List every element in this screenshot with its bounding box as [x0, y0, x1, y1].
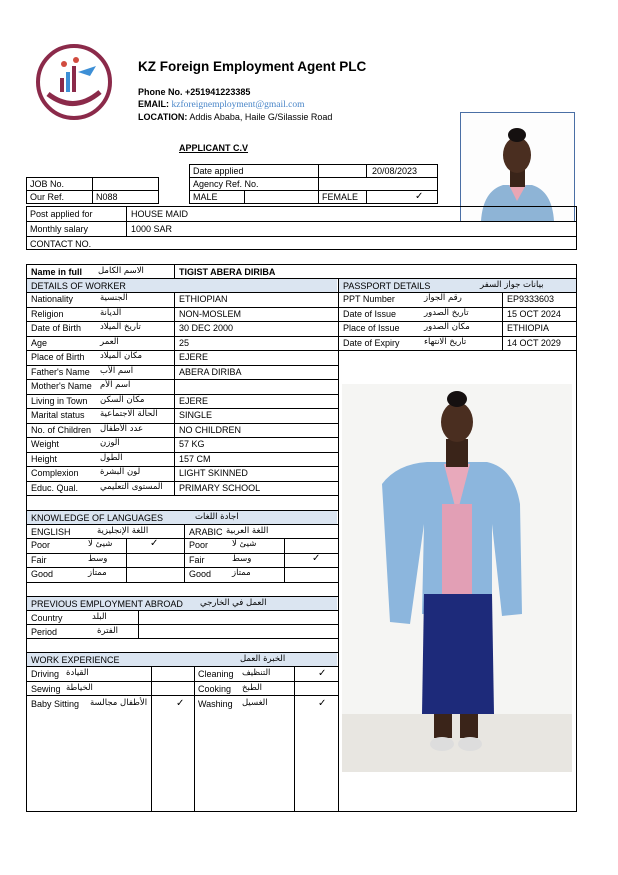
detail-label-ar: العمر [100, 336, 119, 347]
english-level-ar: شيئ لا [88, 539, 113, 549]
row-divider [26, 481, 338, 482]
arabic-level-ar: ممتاز [232, 568, 251, 578]
detail-label-ar: عدد الأطفال [100, 423, 144, 434]
arabic-level-label: Poor [189, 540, 209, 550]
detail-label-ar: اسم الأم [100, 380, 131, 390]
passport-value[interactable]: 15 OCT 2024 [507, 308, 561, 319]
post-table [26, 206, 577, 250]
detail-label-ar: مكان الميلاد [100, 351, 143, 361]
passport-header-ar: بيانات جواز السفر [480, 280, 544, 290]
female-checkmark[interactable]: ✓ [415, 191, 424, 202]
company-logo [34, 42, 114, 122]
detail-label: Living in Town [31, 395, 88, 406]
row-divider [26, 582, 338, 583]
passport-header: PASSPORT DETAILS [343, 281, 431, 291]
row-divider [26, 437, 338, 438]
arabic-level-check[interactable]: ✓ [312, 552, 321, 564]
full-length-photo [342, 384, 572, 772]
passport-label: Date of Expiry [343, 337, 400, 348]
passport-label-ar: رقم الجواز [424, 293, 462, 303]
company-name: KZ Foreign Employment Agent PLC [138, 59, 367, 74]
english-level-check[interactable]: ✓ [150, 538, 159, 549]
experience-skill-ar: الخياطة [66, 683, 93, 693]
detail-value[interactable]: 57 KG [179, 439, 205, 449]
company-location [138, 112, 332, 122]
detail-value[interactable]: ETHIOPIAN [179, 294, 228, 304]
detail-label: Complexion [31, 468, 79, 478]
experience-skill-label: Cleaning [198, 669, 234, 679]
detail-label: Religion [31, 308, 64, 319]
detail-value[interactable]: LIGHT SKINNED [179, 468, 248, 478]
arabic-label-ar: اللغة العربية [226, 526, 269, 536]
experience-skill-ar: الطبخ [242, 683, 262, 693]
detail-value[interactable]: 25 [179, 337, 190, 348]
english-level-label: Fair [31, 554, 47, 565]
experience-skill-label: Sewing [31, 684, 61, 694]
arabic-level-ar: شيئ لا [232, 539, 257, 549]
female-label: FEMALE [322, 192, 359, 202]
company-email [138, 99, 305, 110]
passport-label: Date of Issue [343, 308, 397, 319]
country-label-ar: البلد [92, 612, 107, 622]
agency-ref-label: Agency Ref. No. [193, 179, 259, 189]
experience-skill-check[interactable]: ✓ [176, 698, 185, 709]
experience-skill-ar: الأطفال مجالسة [90, 698, 148, 708]
job-no-label: JOB No. [30, 179, 65, 189]
detail-label: Age [31, 337, 48, 348]
name-value[interactable]: TIGIST ABERA DIRIBA [179, 267, 276, 277]
person-full-body-icon [342, 384, 572, 772]
english-label-ar: اللغة الإنجليزية [97, 526, 149, 536]
phone-label: Phone No. [138, 87, 183, 97]
post-value[interactable]: HOUSE MAID [131, 209, 189, 219]
detail-label: Weight [31, 439, 59, 449]
experience-skill-label: Driving [31, 669, 60, 679]
experience-skill-label: Cooking [198, 684, 232, 694]
contact-label: CONTACT NO. [30, 239, 92, 249]
passport-value[interactable]: ETHIOPIA [507, 323, 550, 333]
detail-label-ar: الجنسية [100, 293, 128, 303]
phone-number: +251941223385 [185, 87, 251, 97]
male-label: MALE [193, 192, 218, 202]
detail-value[interactable]: 30 DEC 2000 [179, 323, 234, 333]
experience-skill-label: Baby Sitting [31, 699, 80, 709]
detail-label-ar: مكان السكن [100, 394, 145, 405]
detail-value[interactable]: NON-MOSLEM [179, 308, 242, 319]
arabic-level-ar: وسط [232, 553, 252, 564]
our-ref-label: Our Ref. [30, 192, 65, 202]
location-value: Addis Ababa, Haile G/Silassie Road [189, 112, 333, 122]
detail-label: Educ. Qual. [31, 482, 79, 493]
row-divider [26, 336, 338, 337]
detail-label-ar: تاريخ الميلاد [100, 322, 141, 332]
detail-label: Height [31, 453, 58, 464]
passport-label-ar: تاريخ الانتهاء [424, 336, 467, 347]
detail-value[interactable]: PRIMARY SCHOOL [179, 482, 261, 493]
detail-label: Date of Birth [31, 323, 82, 333]
country-label: Country [31, 613, 63, 623]
arabic-label: ARABIC [189, 527, 223, 537]
gender-row [189, 190, 438, 204]
english-level-label: Poor [31, 540, 51, 550]
previous-header-ar: العمل في الخارجي [200, 598, 267, 608]
row-divider [26, 495, 338, 496]
detail-label: Marital status [31, 410, 85, 420]
detail-value[interactable]: SINGLE [179, 410, 213, 420]
row-divider [26, 321, 338, 322]
detail-label: Place of Birth [31, 352, 85, 362]
row-divider [26, 350, 338, 351]
detail-value[interactable]: ABERA DIRIBA [179, 366, 242, 377]
person-portrait-icon [461, 113, 574, 221]
row-divider [26, 394, 338, 395]
salary-label: Monthly salary [30, 224, 89, 234]
experience-skill-check[interactable]: ✓ [318, 698, 327, 709]
period-label: Period [31, 627, 58, 637]
date-applied-value[interactable]: 20/08/2023 [372, 166, 418, 176]
details-header: DETAILS OF WORKER [31, 281, 126, 291]
detail-value[interactable]: NO CHILDREN [179, 424, 242, 435]
row-divider [26, 567, 338, 568]
english-level-ar: ممتاز [88, 568, 107, 578]
detail-label: Father's Name [31, 366, 90, 377]
detail-label-ar: اسم الأب [100, 365, 134, 376]
salary-value[interactable]: 1000 SAR [131, 224, 173, 234]
arabic-level-label: Good [189, 569, 212, 579]
detail-label-ar: الوزن [100, 438, 120, 448]
detail-value[interactable]: EJERE [179, 395, 209, 406]
passport-value[interactable]: 14 OCT 2029 [507, 337, 561, 348]
row-divider [26, 379, 338, 380]
row-divider [26, 365, 338, 366]
detail-label-ar: الحالة الاجتماعية [100, 409, 158, 419]
passport-label: Place of Issue [343, 323, 400, 333]
detail-label-ar: الديانة [100, 307, 122, 318]
cv-title: APPLICANT C.V [179, 143, 249, 153]
experience-header: WORK EXPERIENCE [31, 655, 120, 665]
row-divider [26, 307, 338, 308]
english-level-label: Good [31, 569, 54, 579]
english-level-ar: وسط [88, 553, 108, 564]
name-label: Name in full [31, 267, 83, 277]
english-label: ENGLISH [31, 527, 71, 537]
passport-label: PPT Number [343, 294, 395, 304]
detail-label: No. of Children [31, 424, 92, 435]
passport-label-ar: مكان الصدور [424, 322, 470, 332]
email-link[interactable]: kzforeignemployment@gmail.com [171, 100, 305, 110]
passport-value[interactable]: EP9333603 [507, 294, 555, 304]
detail-label: Nationality [31, 294, 74, 304]
passport-label-ar: تاريخ الصدور [424, 307, 469, 318]
detail-value[interactable]: EJERE [179, 352, 209, 362]
experience-skill-ar: الغسيل [242, 698, 268, 708]
arabic-level-label: Fair [189, 554, 205, 565]
previous-header: PREVIOUS EMPLOYMENT ABROAD [31, 599, 183, 609]
experience-skill-label: Washing [198, 699, 233, 709]
languages-header: KNOWLEDGE OF LANGUAGES [31, 513, 164, 523]
experience-skill-ar: التنظيف [242, 668, 271, 678]
row-divider [26, 466, 338, 467]
languages-header-ar: اجادة اللغات [195, 512, 239, 522]
experience-skill-ar: القيادة [66, 668, 89, 678]
detail-label: Mother's Name [31, 381, 92, 391]
detail-label-ar: لون البشرة [100, 467, 141, 477]
period-label-ar: الفترة [97, 626, 118, 636]
row-divider [26, 452, 338, 453]
detail-label-ar: المستوى التعليمي [100, 481, 163, 492]
row-divider [26, 423, 338, 424]
name-label-ar: الاسم الكامل [98, 266, 144, 276]
experience-header-ar: الخبرة العمل [240, 654, 286, 664]
experience-skill-check[interactable]: ✓ [318, 668, 327, 679]
company-phone [138, 87, 250, 97]
detail-value[interactable]: 157 CM [179, 453, 211, 464]
date-applied-label: Date applied [193, 166, 244, 176]
location-label: LOCATION: [138, 112, 188, 122]
our-ref-value[interactable]: N088 [96, 192, 118, 202]
row-divider [26, 408, 338, 409]
row-divider [26, 553, 338, 554]
email-label: EMAIL: [138, 99, 169, 109]
post-label: Post applied for [30, 209, 93, 219]
detail-label-ar: الطول [100, 452, 123, 463]
